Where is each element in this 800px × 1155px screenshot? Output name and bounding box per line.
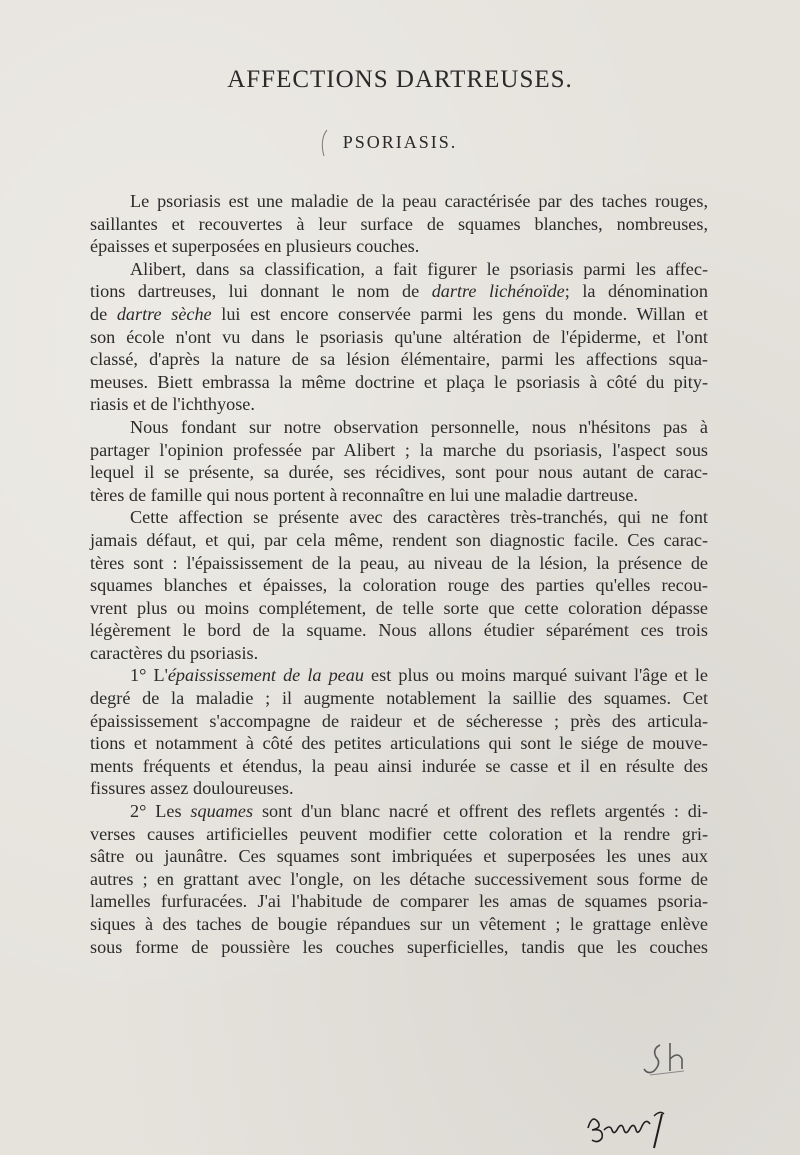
emphasis-text: squames <box>190 801 254 822</box>
text-line <box>90 484 708 507</box>
text-run: verses causes artificielles peuvent modifier cette coloration et la rendre gri- <box>90 823 708 844</box>
paragraph <box>90 416 708 506</box>
text-run: degré de la maladie ; il augmente notablement la saillie des squames. Cet <box>90 688 708 709</box>
text-run: caractères du psoriasis. <box>90 642 259 663</box>
text-run: 1° L' <box>130 665 168 686</box>
text-run: sous forme de poussière les couches superficielles, tandis que les couches <box>90 936 708 957</box>
text-run: Alibert, dans sa classification, a fait figurer le psoriasis parmi les affec- <box>130 258 708 279</box>
text-line <box>90 326 708 349</box>
text-line <box>90 213 708 236</box>
text-run: son école n'ont vu dans le psoriasis qu'une altération de l'épiderme, et l'ont <box>90 326 708 347</box>
text-line <box>90 890 708 913</box>
text-run: 2° Les <box>130 801 191 822</box>
text-run: lequel il se présente, sa durée, ses récidives, sont pour nous autant de carac- <box>90 462 708 483</box>
text-line <box>90 800 708 823</box>
text-run: tères de famille qui nous portent à reconnaître en lui une maladie dartreuse. <box>90 484 638 505</box>
text-line <box>90 416 708 439</box>
text-line <box>90 823 708 846</box>
text-line <box>90 190 708 213</box>
text-run: saillantes et recouvertes à leur surface de squames blanches, nombreuses, <box>90 213 708 234</box>
text-line <box>90 393 708 416</box>
text-run: épaisses et superposées en plusieurs couches. <box>90 236 420 257</box>
text-line <box>90 845 708 868</box>
library-stamp <box>640 1035 700 1085</box>
text-line <box>90 868 708 891</box>
text-line <box>90 303 708 326</box>
emphasis-text: épaississement de la peau <box>167 665 364 686</box>
section-title: PSORIASIS. <box>342 132 458 152</box>
text-run: tères sont : l'épaississement de la peau, au niveau de la lésion, la présence de <box>90 552 708 573</box>
emphasis-text: dartre lichénoïde <box>431 281 565 302</box>
text-run: autres ; en grattant avec l'ongle, on les détache successivement sous forme de <box>90 868 708 889</box>
text-run: lui est encore conservée parmi les gens du monde. Willan et <box>211 303 708 324</box>
text-run: partager l'opinion professée par Alibert ; la marche du psoriasis, l'aspect sous <box>90 439 708 460</box>
paragraph <box>90 664 708 800</box>
text-run: tions dartreuses, lui donnant le nom de <box>90 281 432 302</box>
text-run: Cette affection se présente avec des caractères très-tranchés, qui ne font <box>130 507 708 528</box>
text-line <box>90 235 708 258</box>
text-line <box>90 371 708 394</box>
text-run: lamelles furfuracées. J'ai l'habitude de comparer les amas de squames psoria- <box>90 891 708 912</box>
text-line <box>90 732 708 755</box>
body-text <box>90 190 708 958</box>
text-run: sont d'un blanc nacré et offrent des reflets argentés : di- <box>253 801 708 822</box>
text-line <box>90 936 708 959</box>
text-run: sâtre ou jaunâtre. Ces squames sont imbriquées et superposées les unes aux <box>90 846 708 867</box>
text-run: riasis et de l'ichthyose. <box>90 394 255 415</box>
text-line <box>90 642 708 665</box>
text-run: est plus ou moins marqué suivant l'âge et le <box>363 665 708 686</box>
paragraph <box>90 506 708 664</box>
text-line <box>90 552 708 575</box>
text-line <box>90 574 708 597</box>
text-line <box>90 687 708 710</box>
text-run: vrent plus ou moins complétement, de telle sorte que cette coloration dépasse <box>90 597 708 618</box>
text-run: meuses. Biett embrassa la même doctrine et plaça le psoriasis à côté du pity- <box>90 371 708 392</box>
text-line <box>90 506 708 529</box>
text-run: fissures assez douloureuses. <box>90 778 294 799</box>
emphasis-text: dartre sèche <box>116 303 212 324</box>
text-line <box>90 461 708 484</box>
text-line <box>90 597 708 620</box>
text-line <box>90 348 708 371</box>
text-run: épaississement s'accompagne de raideur et de sécheresse ; près des articula- <box>90 710 708 731</box>
paragraph <box>90 258 708 416</box>
signature <box>580 1100 690 1150</box>
text-run: Le psoriasis est une maladie de la peau caractérisée par des taches rouges, <box>130 191 708 211</box>
text-line <box>90 664 708 687</box>
text-run: légèrement le bord de la squame. Nous allons étudier séparément ces trois <box>90 620 708 641</box>
text-line <box>90 777 708 800</box>
text-run: ments fréquents et étendus, la peau ainsi indurée se casse et il en résulte des <box>90 755 708 776</box>
text-run: siques à des taches de bougie répandues sur un vêtement ; le grattage enlève <box>90 914 708 934</box>
paragraph <box>90 190 708 258</box>
chapter-title: AFFECTIONS DARTREUSES. <box>227 66 573 93</box>
text-line <box>90 619 708 642</box>
text-line <box>90 280 708 303</box>
text-line <box>90 710 708 733</box>
text-line <box>90 258 708 281</box>
text-run: Nous fondant sur notre observation personnelle, nous n'hésitons pas à <box>130 416 708 437</box>
text-run: tions et notamment à côté des petites articulations qui sont le siége de mouve- <box>90 733 708 754</box>
text-run: squames blanches et épaisses, la coloration rouge des parties qu'elles recou- <box>90 575 708 596</box>
text-run: classé, d'après la nature de sa lésion élémentaire, parmi les affections squa- <box>90 349 708 370</box>
paragraph <box>90 800 708 958</box>
text-run: de <box>90 303 117 324</box>
text-line <box>90 913 708 936</box>
text-line <box>90 755 708 778</box>
text-run: ; la dénomination <box>564 281 708 302</box>
text-line <box>90 529 708 552</box>
text-run: jamais défaut, et qui, par cela même, rendent son diagnostic facile. Ces carac- <box>90 529 708 550</box>
text-line <box>90 439 708 462</box>
